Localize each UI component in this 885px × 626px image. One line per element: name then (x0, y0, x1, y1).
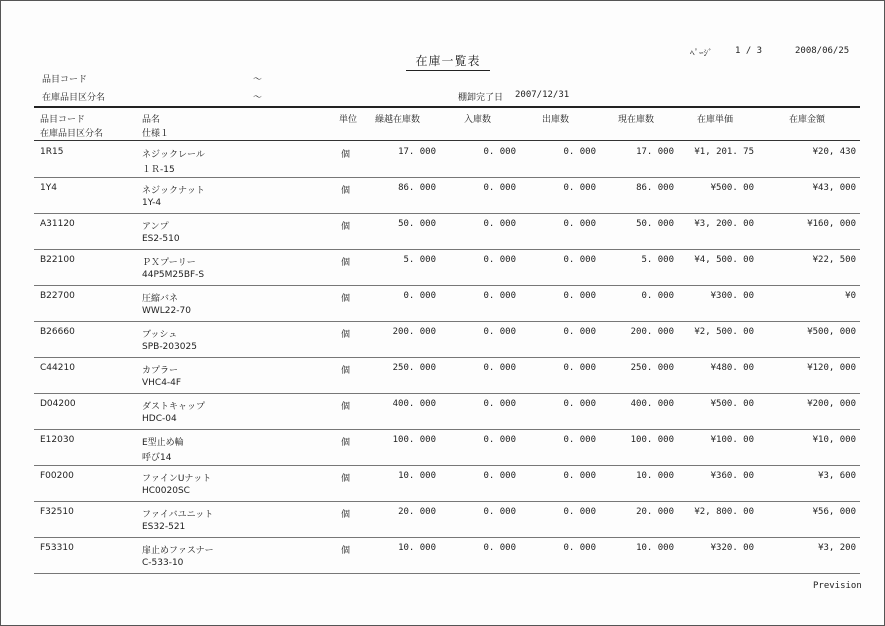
incoming: 0. 000 (483, 399, 516, 409)
outgoing: 0. 000 (563, 255, 596, 265)
unit-price: ¥300. 00 (710, 291, 754, 301)
item-unit: 個 (341, 366, 351, 376)
stock-amount: ¥43, 000 (812, 183, 856, 193)
prev-stock: 50. 000 (398, 219, 436, 229)
current-stock: 250. 000 (630, 363, 674, 373)
item-unit: 個 (341, 258, 351, 268)
current-stock: 20. 000 (636, 507, 674, 517)
current-stock: 0. 000 (641, 291, 674, 301)
incoming: 0. 000 (483, 291, 516, 301)
current-stock: 5. 000 (641, 255, 674, 265)
outgoing: 0. 000 (563, 507, 596, 517)
item-code: B26660 (40, 327, 75, 337)
stock-amount: ¥120, 000 (807, 363, 856, 373)
item-unit: 個 (341, 294, 351, 304)
header-top-rule (34, 106, 860, 108)
incoming: 0. 000 (483, 471, 516, 481)
stock-amount: ¥20, 430 (812, 147, 856, 157)
stock-amount: ¥200, 000 (807, 399, 856, 409)
table-row (34, 321, 860, 357)
filter-category-range: ～ (253, 93, 263, 103)
item-name: 圧縮バネ (142, 294, 179, 304)
footer-brand: Prevision (813, 581, 862, 591)
current-stock: 86. 000 (636, 183, 674, 193)
table-row (34, 537, 860, 573)
stock-amount: ¥3, 600 (818, 471, 856, 481)
prev-stock: 100. 000 (392, 435, 436, 445)
table-row (34, 501, 860, 537)
stock-amount: ¥10, 000 (812, 435, 856, 445)
item-unit: 個 (341, 438, 351, 448)
incoming: 0. 000 (483, 507, 516, 517)
col-current-stock: 現在庫数 (618, 115, 655, 125)
unit-price: ¥100. 00 (710, 435, 754, 445)
unit-price: ¥320. 00 (710, 543, 754, 553)
item-unit: 個 (341, 402, 351, 412)
item-code: E12030 (40, 435, 75, 445)
col-spec: 仕様１ (142, 129, 170, 139)
table-row (34, 177, 860, 213)
outgoing: 0. 000 (563, 363, 596, 373)
item-name: ブッシュ (142, 330, 178, 340)
outgoing: 0. 000 (563, 183, 596, 193)
page-label: ﾍﾟｰｼﾞ (690, 49, 713, 59)
outgoing: 0. 000 (563, 399, 596, 409)
col-prev-stock: 繰越在庫数 (375, 115, 421, 125)
item-spec: １Ｒ-15 (142, 165, 175, 175)
stock-amount: ¥3, 200 (818, 543, 856, 553)
incoming: 0. 000 (483, 219, 516, 229)
unit-price: ¥1, 201. 75 (694, 147, 754, 157)
unit-price: ¥2, 500. 00 (694, 327, 754, 337)
stock-amount: ¥56, 000 (812, 507, 856, 517)
inventory-done-label: 棚卸完了日 (458, 93, 504, 103)
item-name: ダストキャップ (142, 402, 206, 412)
item-name: アンプ (142, 222, 169, 232)
filter-item-code-label: 品目コード (42, 75, 88, 85)
unit-price: ¥3, 200. 00 (694, 219, 754, 229)
incoming: 0. 000 (483, 147, 516, 157)
report-title: 在庫一覧表 (406, 52, 490, 71)
outgoing: 0. 000 (563, 471, 596, 481)
unit-price: ¥2, 800. 00 (694, 507, 754, 517)
outgoing: 0. 000 (563, 291, 596, 301)
item-spec: 1Y-4 (142, 198, 162, 208)
item-name: ＰＸプーリー (142, 258, 196, 268)
prev-stock: 250. 000 (392, 363, 436, 373)
current-stock: 10. 000 (636, 543, 674, 553)
col-incoming: 入庫数 (464, 115, 492, 125)
incoming: 0. 000 (483, 255, 516, 265)
item-unit: 個 (341, 222, 351, 232)
table-row (34, 141, 860, 177)
unit-price: ¥500. 00 (710, 183, 754, 193)
prev-stock: 10. 000 (398, 543, 436, 553)
stock-amount: ¥160, 000 (807, 219, 856, 229)
item-name: 扉止めファスナー (142, 546, 214, 556)
prev-stock: 86. 000 (398, 183, 436, 193)
item-unit: 個 (341, 474, 351, 484)
prev-stock: 5. 000 (403, 255, 436, 265)
current-stock: 400. 000 (630, 399, 674, 409)
prev-stock: 17. 000 (398, 147, 436, 157)
inventory-done-date: 2007/12/31 (515, 90, 570, 100)
incoming: 0. 000 (483, 183, 516, 193)
item-spec: SPB-203025 (142, 342, 197, 352)
outgoing: 0. 000 (563, 327, 596, 337)
prev-stock: 20. 000 (398, 507, 436, 517)
outgoing: 0. 000 (563, 219, 596, 229)
item-spec: 呼び14 (142, 453, 172, 463)
item-unit: 個 (341, 186, 351, 196)
item-spec: HC0020SC (142, 486, 190, 496)
item-code: 1Y4 (40, 183, 57, 193)
item-spec: ES32-521 (142, 522, 186, 532)
item-code: F32510 (40, 507, 74, 517)
prev-stock: 0. 000 (403, 291, 436, 301)
incoming: 0. 000 (483, 363, 516, 373)
item-code: D04200 (40, 399, 76, 409)
item-name: ネジックレール (142, 150, 205, 160)
current-stock: 100. 000 (630, 435, 674, 445)
current-stock: 17. 000 (636, 147, 674, 157)
item-spec: ES2-510 (142, 234, 180, 244)
table-row (34, 393, 860, 429)
item-code: C44210 (40, 363, 75, 373)
page-number: 1 / 3 (735, 46, 763, 56)
unit-price: ¥360. 00 (710, 471, 754, 481)
item-name: ファイバユニット (142, 510, 214, 520)
col-unit-price: 在庫単価 (697, 115, 734, 125)
current-stock: 50. 000 (636, 219, 674, 229)
outgoing: 0. 000 (563, 435, 596, 445)
unit-price: ¥4, 500. 00 (694, 255, 754, 265)
outgoing: 0. 000 (563, 147, 596, 157)
item-name: ネジックナット (142, 186, 205, 196)
col-name: 品名 (142, 115, 161, 125)
prev-stock: 400. 000 (392, 399, 436, 409)
item-unit: 個 (341, 546, 351, 556)
unit-price: ¥480. 00 (710, 363, 754, 373)
item-code: F53310 (40, 543, 74, 553)
table-row (34, 249, 860, 285)
prev-stock: 10. 000 (398, 471, 436, 481)
incoming: 0. 000 (483, 543, 516, 553)
item-unit: 個 (341, 330, 351, 340)
stock-amount: ¥22, 500 (812, 255, 856, 265)
item-spec: WWL22-70 (142, 306, 191, 316)
col-outgoing: 出庫数 (542, 115, 570, 125)
item-spec: C-533-10 (142, 558, 184, 568)
item-code: 1R15 (40, 147, 64, 157)
item-spec: VHC4-4F (142, 378, 182, 388)
item-code: F00200 (40, 471, 74, 481)
report-date: 2008/06/25 (795, 46, 850, 56)
item-code: B22700 (40, 291, 75, 301)
stock-amount: ¥500, 000 (807, 327, 856, 337)
current-stock: 10. 000 (636, 471, 674, 481)
table-row (34, 429, 860, 465)
table-row (34, 213, 860, 249)
item-unit: 個 (341, 150, 351, 160)
item-code: A31120 (40, 219, 75, 229)
item-code: B22100 (40, 255, 75, 265)
col-amount: 在庫金額 (789, 115, 826, 125)
item-name: ファインUナット (142, 474, 212, 484)
item-unit: 個 (341, 510, 351, 520)
table-row (34, 465, 860, 501)
table-row (34, 357, 860, 393)
row-divider (34, 573, 860, 574)
outgoing: 0. 000 (563, 543, 596, 553)
incoming: 0. 000 (483, 435, 516, 445)
col-category: 在庫品目区分名 (40, 129, 104, 139)
stock-amount: ¥0 (845, 291, 856, 301)
col-unit: 単位 (339, 115, 358, 125)
filter-item-code-range: ～ (253, 75, 263, 85)
item-name: E型止め輪 (142, 438, 184, 448)
table-row (34, 285, 860, 321)
item-spec: HDC-04 (142, 414, 177, 424)
current-stock: 200. 000 (630, 327, 674, 337)
unit-price: ¥500. 00 (710, 399, 754, 409)
col-code: 品目コード (40, 115, 86, 125)
incoming: 0. 000 (483, 327, 516, 337)
filter-category-label: 在庫品目区分名 (42, 93, 106, 103)
prev-stock: 200. 000 (392, 327, 436, 337)
item-name: カプラー (142, 366, 179, 376)
item-spec: 44P5M25BF-S (142, 270, 205, 280)
